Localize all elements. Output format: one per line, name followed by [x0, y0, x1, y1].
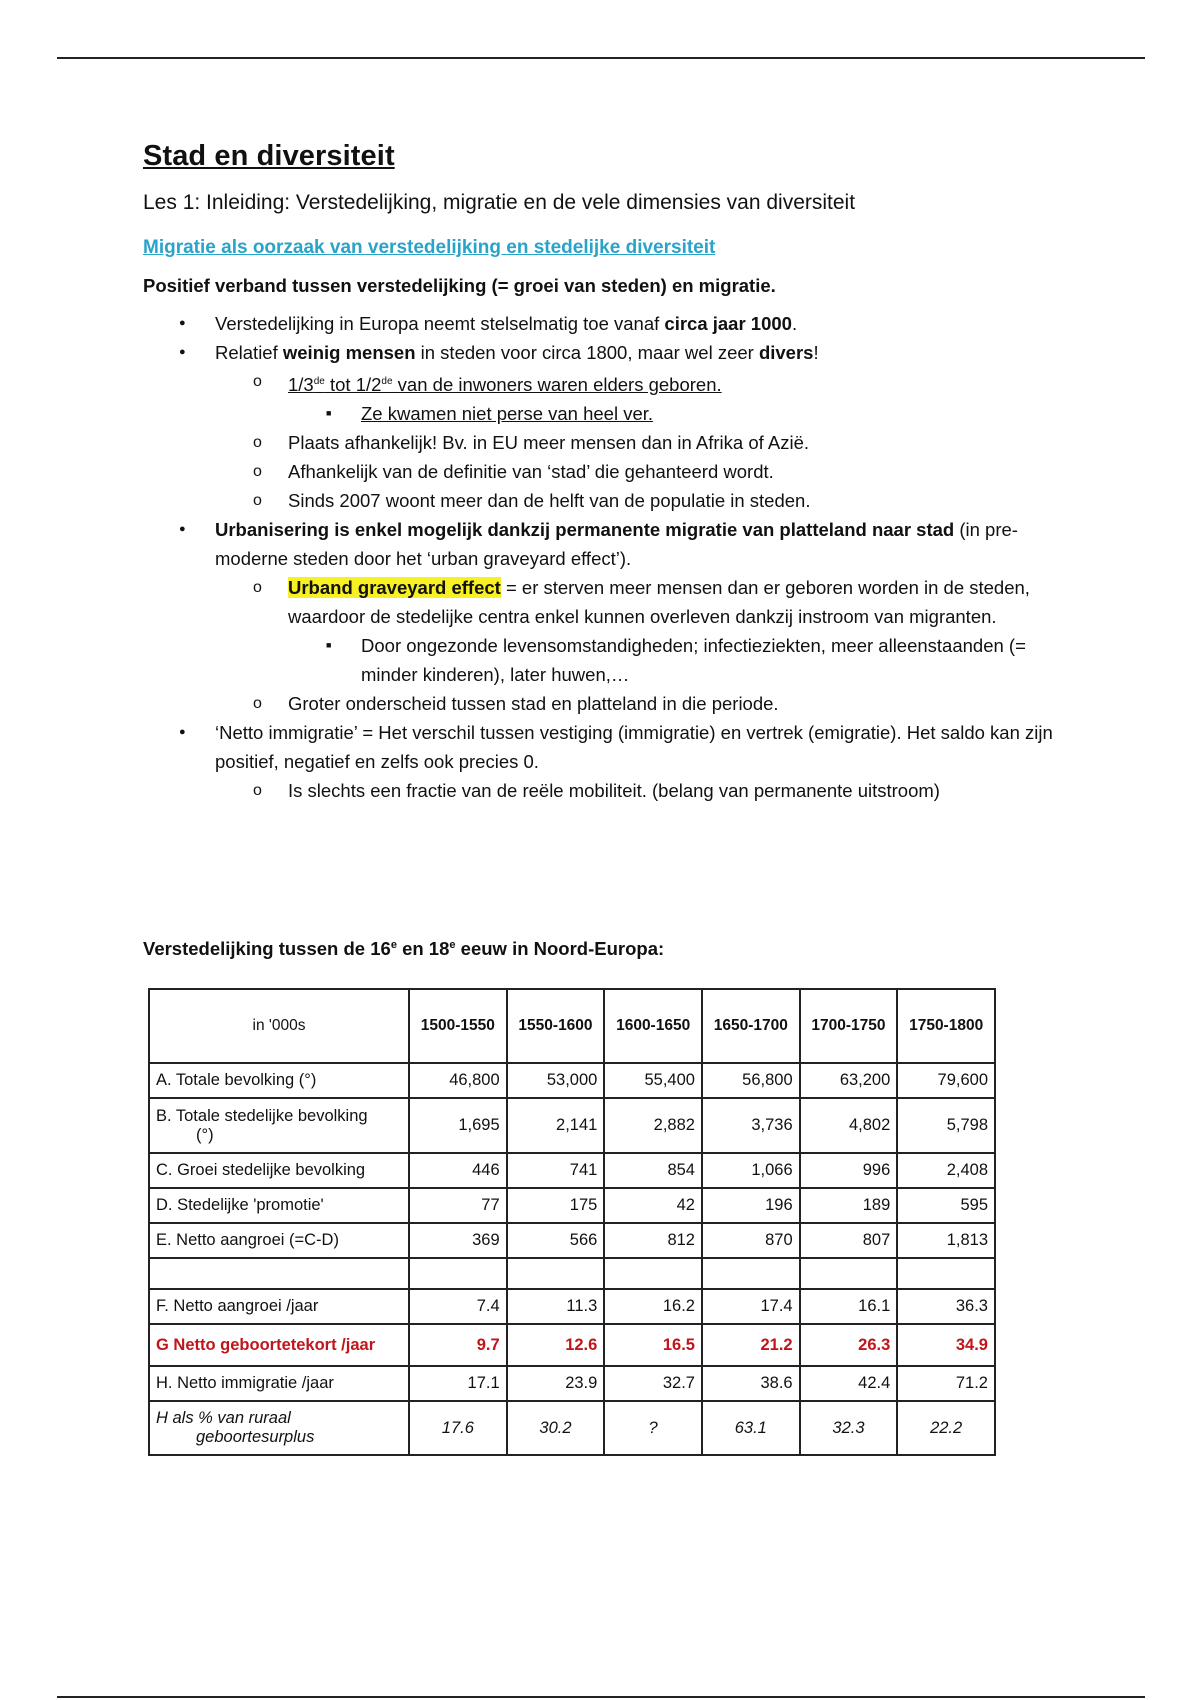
table-cell: 3,736: [702, 1098, 800, 1153]
table-cell: 22.2: [897, 1401, 995, 1455]
bullet-item: ● Urbanisering is enkel mogelijk dankzij permanente migratie van platteland naar stad (in pre-moderne steden door het ‘urban graveyard effect’).: [143, 515, 1063, 573]
table-cell: 16.5: [604, 1324, 702, 1366]
row-label: D. Stedelijke 'promotie': [149, 1188, 409, 1223]
table-cell: 12.6: [507, 1324, 605, 1366]
table-cell: 38.6: [702, 1366, 800, 1401]
period-header: 1650-1700: [702, 989, 800, 1063]
table-cell: 9.7: [409, 1324, 507, 1366]
table-row: [149, 1289, 995, 1324]
section-heading-link[interactable]: Migratie als oorzaak van verstedelijking en stedelijke diversiteit: [143, 237, 716, 258]
table-cell: 46,800: [409, 1063, 507, 1098]
table-cell: 32.7: [604, 1366, 702, 1401]
table-cell: 854: [604, 1153, 702, 1188]
table-cell: 4,802: [800, 1098, 898, 1153]
table-row: [149, 1153, 995, 1188]
period-header: 1550-1600: [507, 989, 605, 1063]
table-row: [149, 1366, 995, 1401]
lesson-subtitle: Les 1: Inleiding: Verstedelijking, migratie en de vele dimensies van diversiteit: [143, 191, 856, 214]
table-cell: 63,200: [800, 1063, 898, 1098]
table-cell: 63.1: [702, 1401, 800, 1455]
table-cell: 7.4: [409, 1289, 507, 1324]
table-cell: 1,695: [409, 1098, 507, 1153]
table-cell: 870: [702, 1223, 800, 1258]
table-cell: 26.3: [800, 1324, 898, 1366]
intro-statement: Positief verband tussen verstedelijking (= groei van steden) en migratie.: [143, 275, 776, 296]
table-header-row: [149, 989, 995, 1063]
sub-sub-bullet-item: ■ Ze kwamen niet perse van heel ver.: [143, 399, 1063, 428]
period-header: 1700-1750: [800, 989, 898, 1063]
table-cell: 2,408: [897, 1153, 995, 1188]
table-cell: 21.2: [702, 1324, 800, 1366]
table-cell: 23.9: [507, 1366, 605, 1401]
table-spacer-row: [149, 1258, 995, 1289]
table-cell: 77: [409, 1188, 507, 1223]
table-cell: 53,000: [507, 1063, 605, 1098]
row-label: H als % van ruraal geboortesurplus: [149, 1401, 409, 1455]
table-cell: 196: [702, 1188, 800, 1223]
table-cell: 175: [507, 1188, 605, 1223]
row-label: F. Netto aangroei /jaar: [149, 1289, 409, 1324]
sub-bullet-item: o Afhankelijk van de definitie van ‘stad’ die gehanteerd wordt.: [143, 457, 1063, 486]
bullet-list: [143, 309, 1063, 805]
highlighted-term: Urband graveyard effect: [288, 577, 501, 599]
table-row: [149, 1098, 995, 1153]
table-cell: 55,400: [604, 1063, 702, 1098]
period-header: 1500-1550: [409, 989, 507, 1063]
table-cell: 741: [507, 1153, 605, 1188]
period-header: 1600-1650: [604, 989, 702, 1063]
table-cell: 42.4: [800, 1366, 898, 1401]
bullet-item: ● ‘Netto immigratie’ = Het verschil tussen vestiging (immigratie) en vertrek (emigratie). Het saldo kan zijn positief, negatief en zelfs ook precies 0.: [143, 718, 1063, 776]
table-cell: 30.2: [507, 1401, 605, 1455]
table-row: [149, 1188, 995, 1223]
sub-bullet-item: o Groter onderscheid tussen stad en platteland in die periode.: [143, 689, 1063, 718]
row-label: C. Groei stedelijke bevolking: [149, 1153, 409, 1188]
table-cell: 1,066: [702, 1153, 800, 1188]
table-cell: 5,798: [897, 1098, 995, 1153]
bullet-item: ● Relatief weinig mensen in steden voor circa 1800, maar wel zeer divers!: [143, 338, 1063, 367]
table-cell: 32.3: [800, 1401, 898, 1455]
table-cell: 17.1: [409, 1366, 507, 1401]
table-cell: 566: [507, 1223, 605, 1258]
table-cell: 369: [409, 1223, 507, 1258]
row-label: E. Netto aangroei (=C-D): [149, 1223, 409, 1258]
sub-bullet-item: o Is slechts een fractie van de reële mobiliteit. (belang van permanente uitstroom): [143, 776, 1063, 805]
table-cell: 79,600: [897, 1063, 995, 1098]
row-label: B. Totale stedelijke bevolking (°): [149, 1098, 409, 1153]
table-corner-cell: in '000s: [149, 989, 409, 1063]
table-cell: 36.3: [897, 1289, 995, 1324]
urbanization-table: [148, 988, 996, 1456]
table-cell: 996: [800, 1153, 898, 1188]
table-cell: 595: [897, 1188, 995, 1223]
page-title: Stad en diversiteit: [143, 140, 395, 172]
bullet-item: ● Verstedelijking in Europa neemt stelselmatig toe vanaf circa jaar 1000.: [143, 309, 1063, 338]
table-cell: 17.6: [409, 1401, 507, 1455]
table-cell: 56,800: [702, 1063, 800, 1098]
sub-bullet-item: o 1/3de tot 1/2de van de inwoners waren elders geboren.: [143, 367, 1063, 399]
table-cell: 807: [800, 1223, 898, 1258]
table-cell: 1,813: [897, 1223, 995, 1258]
bottom-rule: [57, 1696, 1145, 1698]
period-header: 1750-1800: [897, 989, 995, 1063]
table-cell: 11.3: [507, 1289, 605, 1324]
sub-bullet-item: o Sinds 2007 woont meer dan de helft van de populatie in steden.: [143, 486, 1063, 515]
table-cell: 16.1: [800, 1289, 898, 1324]
sub-sub-bullet-item: ■ Door ongezonde levensomstandigheden; infectieziekten, meer alleenstaanden (= minder kinderen), later huwen,…: [143, 631, 1063, 689]
sub-bullet-item: o Plaats afhankelijk! Bv. in EU meer mensen dan in Afrika of Azië.: [143, 428, 1063, 457]
table-row: [149, 1063, 995, 1098]
table-cell: ?: [604, 1401, 702, 1455]
table-cell: 812: [604, 1223, 702, 1258]
table-cell: 446: [409, 1153, 507, 1188]
row-label: G Netto geboortetekort /jaar: [149, 1324, 409, 1366]
table-cell: 71.2: [897, 1366, 995, 1401]
table-cell: 2,141: [507, 1098, 605, 1153]
table-cell: 17.4: [702, 1289, 800, 1324]
row-label: H. Netto immigratie /jaar: [149, 1366, 409, 1401]
table-title: Verstedelijking tussen de 16e en 18e eeuw in Noord-Europa:: [143, 938, 665, 959]
table-cell: 2,882: [604, 1098, 702, 1153]
table-cell: 42: [604, 1188, 702, 1223]
table-cell: 16.2: [604, 1289, 702, 1324]
row-label: A. Totale bevolking (°): [149, 1063, 409, 1098]
table-cell: 189: [800, 1188, 898, 1223]
table-cell: 34.9: [897, 1324, 995, 1366]
table-row: [149, 1401, 995, 1455]
top-rule: [57, 57, 1145, 59]
table-row: [149, 1223, 995, 1258]
table-row-highlighted: [149, 1324, 995, 1366]
document-body: [143, 140, 1063, 805]
sub-bullet-item: o Urband graveyard effect = er sterven meer mensen dan er geboren worden in de steden, waardoor de stedelijke centra enkel kunnen overleven dankzij instroom van migranten.: [143, 573, 1063, 631]
